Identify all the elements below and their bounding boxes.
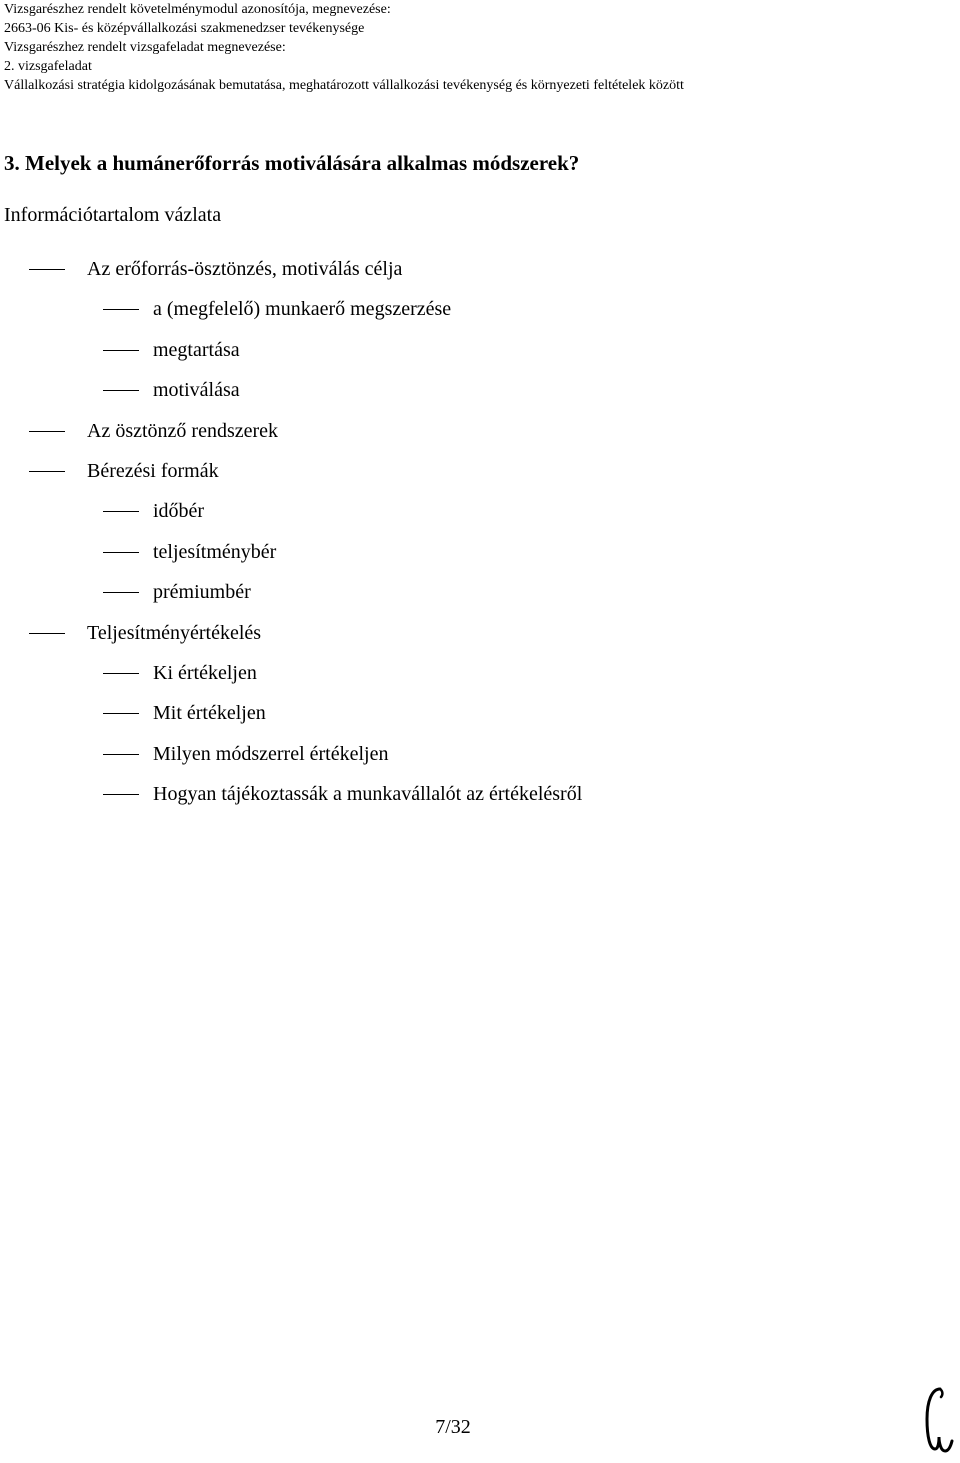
dash-bullet-icon [103,309,139,310]
dash-bullet-icon [103,390,139,391]
outline-item [0,621,960,661]
outline-list [0,257,960,822]
outline-subitem [0,742,960,782]
outline-item-text: megtartása [153,338,240,361]
outline-item-text: Bérezési formák [87,459,219,482]
dash-bullet-icon [29,633,65,634]
dash-bullet-icon [103,754,139,755]
outline-item [0,257,960,297]
outline-item-text: időbér [153,500,205,523]
outline-subitem [0,580,960,620]
outline-item [0,419,960,459]
outline-subitem [0,540,960,580]
dash-bullet-icon [103,511,139,512]
outline-item-text: Teljesítményértékelés [87,621,262,644]
header-line-task-label: Vizsgarészhez rendelt vizsgafeladat megnevezése: [4,40,286,55]
outline-subitem [0,297,960,337]
header-line-task-title: Vállalkozási stratégia kidolgozásának bemutatása, meghatározott vállalkozási tevékenység és környezeti feltételek között [4,78,684,93]
outline-item-text: Ki értékeljen [153,661,257,684]
document-header [4,0,954,95]
dash-bullet-icon [103,350,139,351]
outline-item-text: Az erőforrás-ösztönzés, motiválás célja [87,258,403,280]
question-heading: 3. Melyek a humánerőforrás motiválására alkalmas módszerek? [4,151,580,175]
dash-bullet-icon [103,713,139,714]
outline-subitem [0,782,960,822]
outline-subitem [0,661,960,701]
dash-bullet-icon [103,592,139,593]
outline-subtitle: Információtartalom vázlata [4,204,222,226]
dash-bullet-icon [29,471,65,472]
outline-subitem [0,338,960,378]
outline-item-text: prémiumbér [153,581,251,604]
dash-bullet-icon [103,552,139,553]
outline-subitem [0,378,960,418]
dash-bullet-icon [29,269,65,270]
outline-item-text: Az ösztönző rendszerek [87,419,279,442]
outline-item-text: motiválása [153,379,240,402]
dash-bullet-icon [29,431,65,432]
outline-subitem [0,701,960,741]
outline-item-text: Milyen módszerrel értékeljen [153,742,389,765]
page-number: 7/32 [435,1416,471,1438]
outline-subitem [0,499,960,539]
outline-item-text: a (megfelelő) munkaerő megszerzése [153,298,452,321]
outline-item-text: Hogyan tájékoztassák a munkavállalót az értékelésről [153,783,583,806]
outline-item-text: teljesítménybér [153,540,277,563]
header-line-module-label: Vizsgarészhez rendelt követelménymodul azonosítója, megnevezése: [4,2,391,17]
header-line-task-number: 2. vizsgafeladat [4,59,92,74]
dash-bullet-icon [103,673,139,674]
outline-item-text: Mit értékeljen [153,702,266,725]
signature-mark [918,1385,958,1462]
dash-bullet-icon [103,794,139,795]
header-line-module-id: 2663-06 Kis- és középvállalkozási szakmenedzser tevékenysége [4,21,365,36]
outline-item [0,459,960,499]
